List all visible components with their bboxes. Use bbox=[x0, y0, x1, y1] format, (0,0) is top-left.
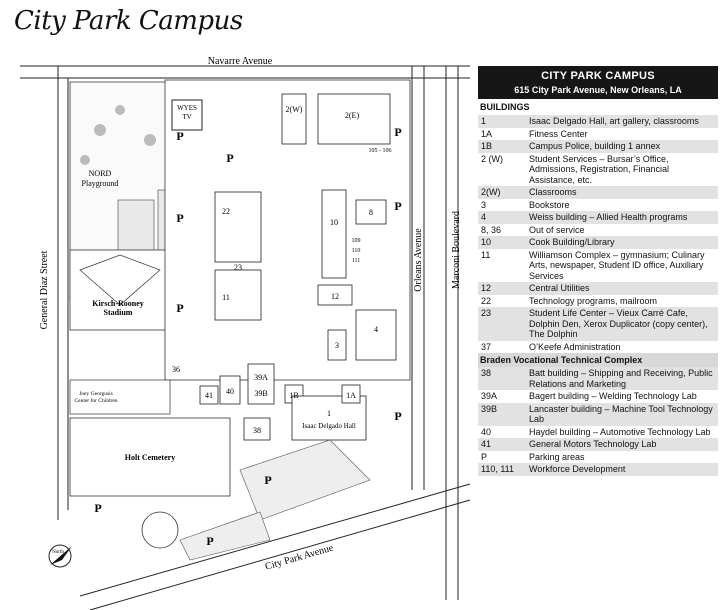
legend-description: O’Keefe Administration bbox=[529, 341, 621, 352]
bldg-4-label: 4 bbox=[374, 325, 378, 334]
legend-code: 2(W) bbox=[481, 187, 501, 197]
legend-code: 1A bbox=[481, 128, 493, 139]
legend-row bbox=[478, 390, 718, 403]
legend-code: 8, 36 bbox=[481, 224, 502, 235]
bldg-10-label: 10 bbox=[330, 218, 338, 227]
legend-description: General Motors Technology Lab bbox=[529, 439, 657, 449]
legend-title: CITY PARK CAMPUS bbox=[541, 70, 655, 82]
legend-code: 1B bbox=[481, 141, 493, 151]
legend-description: Haydel building – Automotive Technology Lab bbox=[529, 426, 711, 437]
legend-code: 37 bbox=[481, 341, 492, 352]
playground-label: Playground bbox=[81, 179, 119, 188]
legend-description: Batt building – Shipping and Receiving, Public Relations and Marketing bbox=[529, 368, 713, 389]
bldg-12-label: 12 bbox=[331, 292, 339, 301]
north-arrow-icon bbox=[49, 545, 72, 567]
legend-row bbox=[478, 211, 718, 224]
bldg-2e-label: 2(E) bbox=[344, 111, 360, 120]
legend-header bbox=[478, 66, 718, 99]
legend-row bbox=[478, 249, 718, 283]
bldg-1-label: 1 bbox=[327, 409, 331, 418]
legend-code: 3 bbox=[481, 199, 487, 210]
legend-panel bbox=[478, 66, 718, 476]
legend-code: 12 bbox=[481, 283, 492, 293]
legend-description: Campus Police, building 1 annex bbox=[529, 141, 661, 151]
legend-row bbox=[478, 307, 718, 341]
legend-description: Central Utilities bbox=[529, 283, 590, 293]
legend-row bbox=[478, 153, 718, 187]
legend-code: 1 bbox=[481, 116, 487, 126]
bldg-40-label: 40 bbox=[226, 387, 234, 396]
bldg-110-label: 110 bbox=[351, 248, 361, 254]
bldg-37-marker bbox=[142, 512, 178, 548]
legend-description: Student Services – Bursar’s Office, Admissions, Registration, Financial Assistance, etc. bbox=[529, 153, 670, 185]
legend-description: Cook Building/Library bbox=[529, 237, 615, 247]
bldg-109-label: 109 bbox=[351, 238, 361, 244]
legend-description: Bookstore bbox=[529, 199, 570, 210]
legend-row bbox=[478, 282, 718, 295]
legend-code: 11 bbox=[481, 249, 491, 260]
svg-text:Center for Children: Center for Children bbox=[74, 398, 118, 404]
bldg-39b-label: 39B bbox=[254, 389, 268, 398]
legend-code: 10 bbox=[481, 237, 492, 247]
legend-row bbox=[478, 186, 718, 199]
parking-marker: P bbox=[176, 301, 184, 315]
svg-text:North: North bbox=[52, 550, 64, 555]
legend-description: Student Life Center – Vieux Carré Cafe, Dolphin Den, Xerox Duplicator (copy center), The Dolphin bbox=[529, 308, 708, 339]
legend-description: Lancaster building – Machine Tool Technology Lab bbox=[529, 403, 713, 424]
bldg-11-label: 11 bbox=[222, 293, 230, 302]
legend-code: 4 bbox=[481, 212, 487, 222]
orleans-avenue-label: Orleans Avenue bbox=[413, 228, 424, 292]
legend-code: 41 bbox=[481, 439, 492, 449]
general-diaz-street-label: General Diaz Street bbox=[39, 250, 50, 330]
parking-marker: P bbox=[264, 473, 272, 487]
marconi-boulevard-label: Marconi Boulevard bbox=[451, 210, 462, 290]
legend-code: 110, 111 bbox=[481, 464, 515, 474]
stadium-label-2: Stadium bbox=[103, 308, 133, 317]
bldg-3-label: 3 bbox=[335, 341, 339, 350]
legend-description: Williamson Complex – gymnasium; Culinary Arts, newspaper, Student ID office, Auxiliary Services bbox=[529, 249, 705, 281]
parking-marker: P bbox=[206, 534, 214, 548]
city-park-avenue-label: City Park Avenue bbox=[263, 542, 335, 573]
delgado-hall-label: Isaac Delgado Hall bbox=[302, 422, 356, 430]
svg-text:Holt Cemetery: Holt Cemetery bbox=[124, 453, 176, 462]
svg-text:TV: TV bbox=[182, 113, 192, 121]
kirsch-rooney-stadium bbox=[70, 250, 170, 330]
legend-row bbox=[478, 463, 718, 476]
legend-section-buildings: BUILDINGS bbox=[480, 102, 530, 112]
bldg-1a-label: 1A bbox=[346, 391, 356, 400]
parking-marker: P bbox=[226, 151, 234, 165]
bldg-23-label: 23 bbox=[234, 263, 242, 272]
legend-code: 39A bbox=[481, 391, 498, 401]
legend-row bbox=[478, 128, 718, 141]
bldg-38-label: 38 bbox=[253, 426, 261, 435]
legend-code: P bbox=[481, 451, 488, 462]
nord-label: NORD bbox=[88, 169, 112, 178]
legend-row bbox=[478, 438, 718, 451]
page-title: City Park Campus bbox=[14, 6, 243, 36]
legend-code: 39B bbox=[481, 403, 498, 414]
svg-text:Joey Georgusis: Joey Georgusis bbox=[79, 391, 113, 397]
legend-row bbox=[478, 236, 718, 249]
bldg-39a-label: 39A bbox=[254, 373, 268, 382]
bldg-105-label: 105 - 106 bbox=[368, 148, 392, 154]
legend-code: 40 bbox=[481, 426, 492, 437]
navarre-avenue-label: Navarre Avenue bbox=[207, 56, 273, 67]
legend-description: Workforce Development bbox=[529, 464, 626, 474]
joey-georgusis-center bbox=[70, 380, 170, 414]
legend-description: Isaac Delgado Hall, art gallery, classrooms bbox=[529, 116, 699, 126]
legend-description: Weiss building – Allied Health programs bbox=[529, 212, 688, 222]
legend-section-braden: Braden Vocational Technical Complex bbox=[478, 353, 718, 367]
bldg-36-label: 36 bbox=[172, 365, 180, 374]
legend-code: 23 bbox=[481, 308, 492, 318]
bldg-111-label: 111 bbox=[351, 258, 361, 264]
parking-marker: P bbox=[176, 211, 184, 225]
bldg-41-label: 41 bbox=[205, 391, 213, 400]
legend-address: 615 City Park Avenue, New Orleans, LA bbox=[514, 85, 682, 95]
holt-cemetery bbox=[70, 418, 230, 496]
parking-marker: P bbox=[176, 129, 184, 143]
legend-description: Fitness Center bbox=[529, 128, 588, 139]
bldg-22-label: 22 bbox=[222, 207, 230, 216]
legend-description: Classrooms bbox=[529, 187, 577, 197]
legend-row bbox=[478, 115, 718, 128]
legend-description: Bagert building – Welding Technology Lab bbox=[529, 391, 697, 401]
campus-map[interactable] bbox=[0, 48, 474, 610]
legend-description: Technology programs, mailroom bbox=[529, 295, 658, 306]
parking-marker: P bbox=[394, 125, 402, 139]
svg-text:WYES: WYES bbox=[177, 104, 197, 112]
legend-row bbox=[478, 403, 718, 426]
legend-row bbox=[478, 199, 718, 212]
parking-marker: P bbox=[94, 501, 102, 515]
legend-row bbox=[478, 140, 718, 153]
legend-code: 2 (W) bbox=[481, 153, 503, 164]
legend-description: Parking areas bbox=[529, 451, 585, 462]
stadium-label-1: Kirsch-Rooney bbox=[92, 299, 144, 308]
legend-row bbox=[478, 341, 718, 354]
legend-row bbox=[478, 451, 718, 464]
legend-row bbox=[478, 367, 718, 390]
legend-row bbox=[478, 224, 718, 237]
parking-marker: P bbox=[394, 409, 402, 423]
bldg-8-label: 8 bbox=[369, 208, 373, 217]
legend-row bbox=[478, 426, 718, 439]
legend-description: Out of service bbox=[529, 224, 585, 235]
parking-marker: P bbox=[394, 199, 402, 213]
wyes-tv-building bbox=[172, 100, 202, 130]
legend-row bbox=[478, 295, 718, 308]
legend-code: 38 bbox=[481, 368, 492, 378]
bldg-1b-label: 1B bbox=[289, 391, 299, 400]
bldg-2w-label: 2(W) bbox=[285, 105, 303, 114]
legend-code: 22 bbox=[481, 295, 492, 306]
